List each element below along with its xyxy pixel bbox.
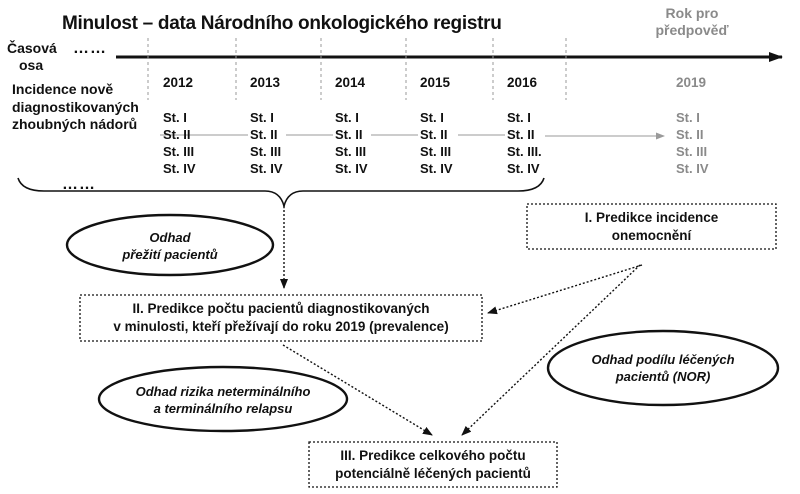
stage-item: St. II xyxy=(163,127,191,142)
survival-line-1: Odhad xyxy=(149,230,191,245)
stages-2013 xyxy=(250,109,283,177)
total-prediction-line-1: III. Predikce celkového počtu xyxy=(340,448,526,463)
prevalence-prediction-line-1: II. Predikce počtu pacientů diagnostikovaných xyxy=(132,301,430,316)
incidence-label xyxy=(12,81,139,134)
stages-2014 xyxy=(335,109,368,177)
stages-2015 xyxy=(420,109,453,177)
stage-item: St. II xyxy=(420,127,448,142)
year-2016: 2016 xyxy=(507,75,538,90)
page-title: Minulost – data Národního onkologického registru xyxy=(62,13,502,34)
timeline-label xyxy=(7,40,57,74)
stage-item: St. I xyxy=(507,110,531,125)
forecast-label-line-1: Rok pro xyxy=(665,5,719,21)
stage-item: St. IV xyxy=(420,161,453,176)
forecast-label-line-2: předpověď xyxy=(655,22,729,38)
prevalence-prediction-line-2: v minulosti, kteří přežívají do roku 2019 (prevalence) xyxy=(113,319,449,334)
stage-item: St. II xyxy=(250,127,278,142)
incidence-label-line-3: zhoubných nádorů xyxy=(12,116,138,132)
survival-line-2: přežití pacientů xyxy=(122,247,218,262)
relapse-risk-line-1: Odhad rizika neterminálního xyxy=(135,384,311,399)
stage-item: St. I xyxy=(163,110,187,125)
timeline-label-line-2: osa xyxy=(19,57,44,73)
prevalence-prediction-text xyxy=(80,300,482,336)
stage-item: St. IV xyxy=(676,161,709,176)
relapse-risk-text xyxy=(99,383,347,417)
treated-share-line-2: pacientů (NOR) xyxy=(615,369,711,384)
stages-2012 xyxy=(163,109,196,177)
past-years-brace xyxy=(18,178,544,206)
incidence-prediction-line-1: I. Predikce incidence xyxy=(584,210,719,225)
incidence-prediction-line-2: onemocnění xyxy=(611,228,692,243)
stage-item: St. IV xyxy=(163,161,196,176)
stage-item: St. III xyxy=(420,144,452,159)
stage-item: St. II xyxy=(507,127,535,142)
treated-share-text xyxy=(548,351,778,385)
stage-item: St. IV xyxy=(335,161,368,176)
stage-item: St. IV xyxy=(507,161,540,176)
forecast-year-label xyxy=(640,5,744,39)
stage-item: St. III xyxy=(335,144,367,159)
incidence-label-line-1: Incidence nově xyxy=(12,81,114,97)
stage-item: St. I xyxy=(676,110,700,125)
timeline-label-line-1: Časová xyxy=(7,40,57,56)
stage-item: St. III xyxy=(676,144,708,159)
stages-2019 xyxy=(676,109,709,177)
stage-item: St. III. xyxy=(507,144,542,159)
year-separators xyxy=(148,38,566,100)
total-prediction-line-2: potenciálně léčených pacientů xyxy=(335,466,531,481)
year-2014: 2014 xyxy=(335,75,366,90)
stage-item: St. III xyxy=(250,144,282,159)
year-2013: 2013 xyxy=(250,75,281,90)
stage-item: St. III xyxy=(163,144,195,159)
stage-item: St. II xyxy=(335,127,363,142)
timeline-ellipsis: …… xyxy=(73,40,107,57)
forecast-year: 2019 xyxy=(676,75,707,90)
incidence-prediction-text xyxy=(527,209,776,245)
stage-item: St. I xyxy=(420,110,444,125)
stage-item: St. I xyxy=(335,110,359,125)
stage-item: St. IV xyxy=(250,161,283,176)
stage-item: St. II xyxy=(676,127,704,142)
stages-2016 xyxy=(507,109,542,177)
survival-text xyxy=(67,229,273,263)
stage-item: St. I xyxy=(250,110,274,125)
year-2015: 2015 xyxy=(420,75,451,90)
treated-share-line-1: Odhad podílu léčených xyxy=(591,352,735,367)
incidence-label-line-2: diagnostikovaných xyxy=(12,98,139,115)
history-ellipsis: …… xyxy=(62,176,96,193)
stage-connectors xyxy=(160,135,664,136)
total-prediction-text xyxy=(309,447,557,483)
relapse-risk-line-2: a terminálního relapsu xyxy=(153,401,293,416)
year-2012: 2012 xyxy=(163,75,194,90)
